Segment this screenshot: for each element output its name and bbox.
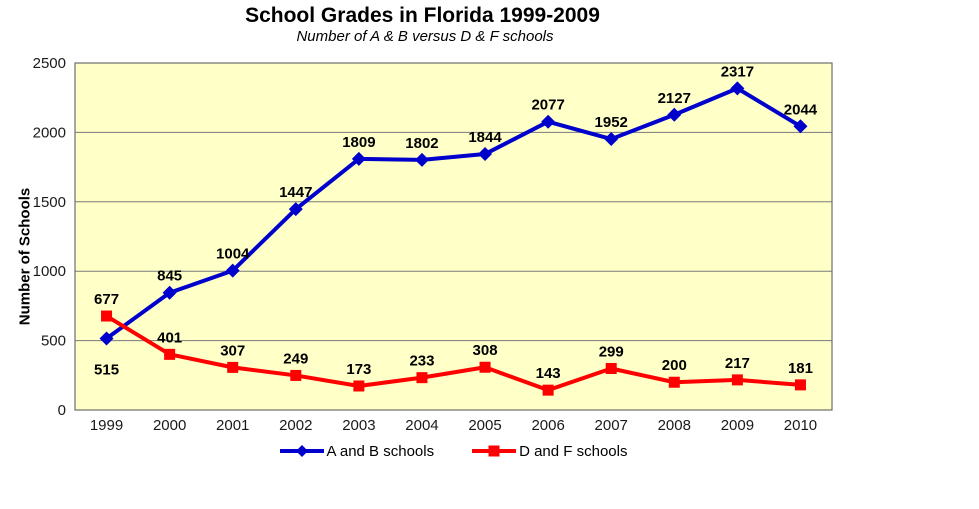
legend-label: D and F schools [519,442,628,460]
data-point-label-a-and-b-schools: 2127 [657,89,691,107]
x-axis-tick-label: 2003 [342,417,376,434]
y-axis-tick-label: 2500 [32,55,66,72]
x-axis-tick-label: 1999 [89,417,124,434]
x-axis-tick-label: 2001 [216,417,250,434]
data-point-label-a-and-b-schools: 2077 [531,96,565,114]
data-point-label-d-and-f-schools: 308 [472,342,498,360]
data-point-label-a-and-b-schools: 515 [94,361,120,379]
y-axis-title: Number of Schools [16,187,34,326]
data-point-marker-d-and-f-schools [480,362,491,373]
data-point-label-d-and-f-schools: 299 [598,343,624,361]
data-point-label-d-and-f-schools: 143 [535,365,561,383]
data-point-label-d-and-f-schools: 233 [409,352,435,370]
y-axis-tick-label: 0 [57,402,66,419]
data-point-marker-d-and-f-schools [227,362,238,373]
data-point-marker-d-and-f-schools [669,377,680,388]
data-point-label-a-and-b-schools: 1447 [279,184,313,202]
data-point-marker-d-and-f-schools [353,380,364,391]
data-point-marker-d-and-f-schools [606,363,617,374]
data-point-label-d-and-f-schools: 677 [94,291,120,309]
x-axis-tick-label: 2004 [405,417,439,434]
y-axis-tick-label: 1500 [32,193,66,211]
x-axis-tick-label: 2006 [531,417,565,434]
data-point-marker-d-and-f-schools [732,374,743,385]
legend-item-d-and-f-schools [472,443,627,460]
data-point-label-d-and-f-schools: 307 [220,342,246,360]
y-axis-tick-label: 2000 [32,124,66,142]
data-point-label-a-and-b-schools: 1004 [216,245,250,263]
data-point-label-a-and-b-schools: 1844 [468,129,502,147]
x-axis-tick-label: 2008 [657,417,691,434]
data-point-marker-d-and-f-schools [543,385,554,396]
data-point-label-d-and-f-schools: 249 [283,350,309,368]
x-axis-tick-label: 2007 [594,417,628,434]
data-point-label-a-and-b-schools: 1952 [594,114,628,132]
data-point-marker-d-and-f-schools [795,379,806,390]
data-point-marker-d-and-f-schools [416,372,427,383]
chart-subtitle: Number of A & B versus D & F schools [296,28,554,45]
legend-swatch-line-diamond-icon [280,444,324,458]
chart-title: School Grades in Florida 1999-2009 [245,4,600,27]
x-axis-tick-label: 2010 [783,417,818,434]
legend-swatch-line-square-icon [472,444,516,458]
data-point-label-d-and-f-schools: 217 [724,354,750,372]
data-point-marker-d-and-f-schools [164,349,175,360]
x-axis-tick-label: 2005 [468,417,502,434]
data-point-label-a-and-b-schools: 845 [157,267,183,285]
data-point-label-d-and-f-schools: 173 [346,360,372,378]
x-axis-tick-label: 2002 [279,417,313,434]
data-point-label-a-and-b-schools: 1802 [405,134,439,152]
x-axis-tick-label: 2000 [152,417,187,434]
data-point-label-a-and-b-schools: 2317 [720,63,755,81]
y-axis-tick-label: 500 [40,332,66,350]
data-point-label-d-and-f-schools: 401 [157,329,183,347]
data-point-label-a-and-b-schools: 1809 [342,133,376,151]
data-point-marker-d-and-f-schools [101,311,112,322]
data-point-label-d-and-f-schools: 200 [661,357,687,375]
data-point-label-d-and-f-schools: 181 [787,359,813,377]
y-axis-tick-label: 1000 [32,263,66,281]
data-point-marker-d-and-f-schools [290,370,301,381]
x-axis-tick-label: 2009 [720,417,755,434]
legend-item-a-and-b-schools [280,443,435,460]
data-point-label-a-and-b-schools: 2044 [783,101,818,119]
legend [75,441,832,461]
legend-label: A and B schools [326,442,435,460]
